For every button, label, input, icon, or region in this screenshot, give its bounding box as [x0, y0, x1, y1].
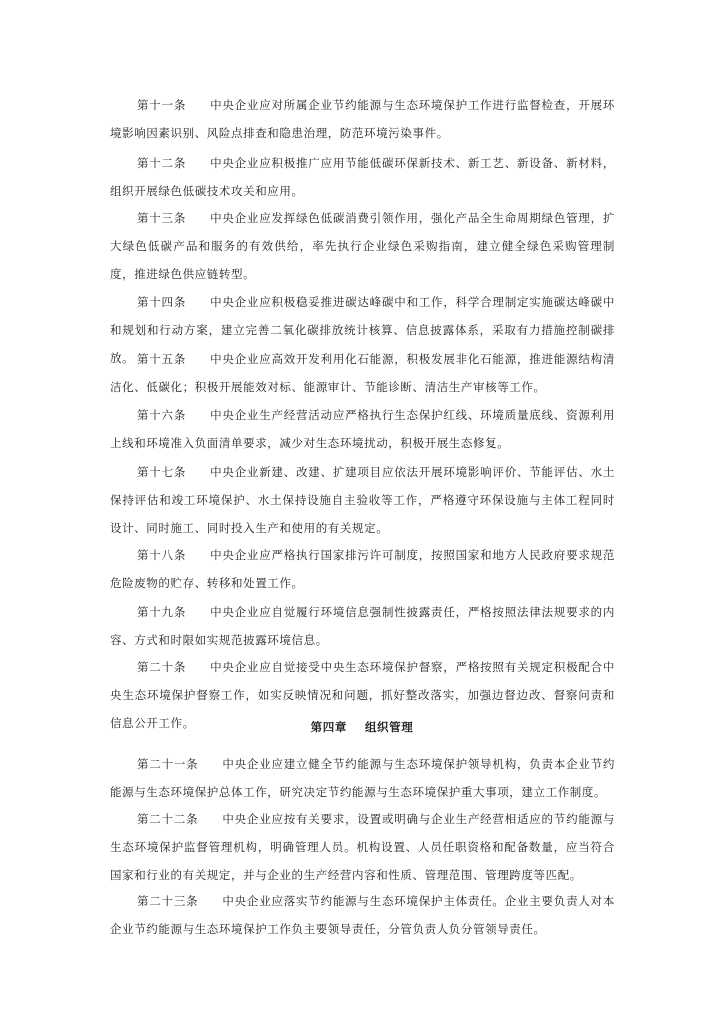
article-text: 中央企业应落实节约能源与生态环境保护主体责任。企业主要负责人对本企业节约能源与生态环境保护工作负主要领导责任，分管负责人负分管领导责任。 [110, 894, 615, 936]
article-text: 中央企业生产经营活动应严格执行生态保护红线、环境质量底线、资源利用上线和环境准入负面清单要求，减少对生态环境扰动，积极开展生态修复。 [110, 408, 616, 450]
article-19 [110, 598, 615, 654]
article-number: 第十四条 [137, 295, 187, 309]
article-15 [110, 345, 615, 401]
article-text: 中央企业应发挥绿色低碳消费引领作用，强化产品全生命周期绿色管理，扩大绿色低碳产品和服务的有效供给，率先执行企业绿色采购指南，建立健全绿色采购管理制度，推进绿色供应链转型。 [110, 211, 616, 281]
article-number: 第十五条 [137, 352, 187, 366]
article-number: 第十一条 [137, 98, 187, 112]
chapter-title: 组织管理 [364, 720, 414, 734]
article-12 [110, 149, 615, 205]
article-17 [110, 458, 615, 542]
article-21 [110, 750, 615, 806]
article-text: 中央企业应自觉接受中央生态环境保护督察，严格按照有关规定积极配合中央生态环境保护督察工作，如实反映情况和问题，抓好整改落实，加强边督边改、督察问责和信息公开工作。 [110, 660, 616, 730]
article-number: 第二十二条 [137, 812, 199, 826]
article-22 [110, 805, 615, 889]
article-number: 第十六条 [137, 408, 187, 422]
article-11 [110, 91, 615, 147]
article-text: 中央企业应建立健全节约能源与生态环境保护领导机构，负责本企业节约能源与生态环境保护总体工作，研究决定节约能源与生态环境保护重大事项，建立工作制度。 [110, 757, 615, 799]
article-text: 中央企业应按有关要求，设置或明确与企业生产经营相适应的节约能源与生态环境保护监督管理机构，明确管理人员。机构设置、人员任职资格和配备数量，应当符合国家和行业的有关规定，并与企业的生产经营内容和性质、管理范围、管理跨度等匹配。 [110, 812, 615, 882]
chapter-number: 第四章 [310, 720, 347, 734]
article-text: 中央企业应积极推广应用节能低碳环保新技术、新工艺、新设备、新材料，组织开展绿色低碳技术攻关和应用。 [110, 156, 616, 198]
article-text: 中央企业应自觉履行环境信息强制性披露责任，严格按照法律法规要求的内容、方式和时限如实规范披露环境信息。 [110, 605, 616, 647]
article-18 [110, 541, 615, 597]
article-number: 第二十条 [137, 660, 187, 674]
article-number: 第十三条 [137, 211, 187, 225]
article-number: 第十二条 [137, 156, 187, 170]
article-text: 中央企业应对所属企业节约能源与生态环境保护工作进行监督检查，开展环境影响因素识别、风险点排查和隐患治理，防范环境污染事件。 [110, 98, 616, 140]
article-text: 中央企业新建、改建、扩建项目应依法开展环境影响评价、节能评估、水土保持评估和竣工环境保护、水土保持设施自主验收等工作，严格遵守环保设施与主体工程同时设计、同时施工、同时投入生产和使用的有关规定。 [110, 465, 616, 535]
article-number: 第二十三条 [137, 894, 199, 908]
article-text: 中央企业应高效开发利用化石能源，积极发展非化石能源，推进能源结构清洁化、低碳化；积极开展能效对标、能源审计、节能诊断、清洁生产审核等工作。 [110, 352, 616, 394]
article-16 [110, 401, 615, 457]
article-number: 第十八条 [137, 548, 187, 562]
article-23 [110, 887, 615, 943]
article-text: 中央企业应严格执行国家排污许可制度，按照国家和地方人民政府要求规范危险废物的贮存、转移和处置工作。 [110, 548, 616, 590]
article-number: 第十七条 [137, 465, 187, 479]
article-13 [110, 204, 615, 288]
article-number: 第十九条 [137, 605, 187, 619]
chapter-heading [0, 716, 724, 738]
article-text: 中央企业应积极稳妥推进碳达峰碳中和工作，科学合理制定实施碳达峰碳中和规划和行动方案，建立完善二氧化碳排放统计核算、信息披露体系，采取有力措施控制碳排放。 [110, 295, 616, 365]
article-number: 第二十一条 [137, 757, 199, 771]
